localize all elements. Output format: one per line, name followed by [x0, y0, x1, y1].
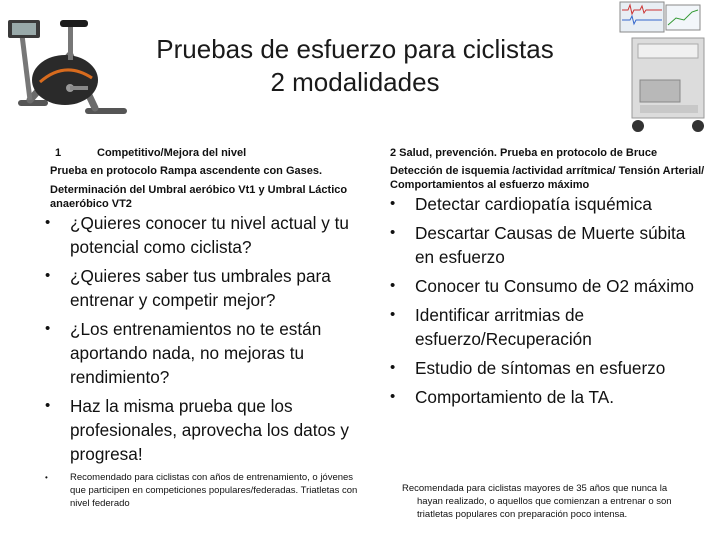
list-item: • Estudio de síntomas en esfuerzo: [390, 358, 666, 378]
slide-title: [120, 33, 590, 99]
title-line-2: 2 modalidades: [270, 67, 440, 97]
right-bullet-list: [390, 192, 705, 409]
right-recommendation-note: [402, 482, 702, 521]
right-heading: 2 Salud, prevención. Prueba en protocolo de Bruce: [390, 147, 658, 159]
list-item: • Comportamiento de la TA.: [390, 387, 615, 407]
list-item: • ¿Quieres saber tus umbrales para entrenar y competir mejor?: [45, 266, 331, 310]
note-line-2: hayan realizado, o aquellos que comienzan a entrenar o son: [417, 496, 672, 507]
exercise-bike-image: [0, 0, 135, 125]
left-heading-text: Competitivo/Mejora del nivel: [97, 147, 247, 159]
list-item: • Haz la misma prueba que los profesionales, aprovecha los datos y progresa!: [45, 396, 349, 464]
right-detection-line: Detección de isquemia /actividad arrítmica/ Tensión Arterial/ Comportamientos al esfuerzo máximo: [390, 165, 705, 191]
note-line-3: triatletas populares con preparación poco intensa.: [417, 509, 628, 520]
list-item: • Detectar cardiopatía isquémica: [390, 194, 652, 214]
left-bullet-list: [45, 211, 365, 466]
ecg-cart-image: [610, 0, 710, 138]
list-item: • ¿Los entrenamientos no te están aportando nada, no mejoras tu rendimiento?: [45, 319, 322, 387]
list-item: • ¿Quieres conocer tu nivel actual y tu potencial como ciclista?: [45, 213, 349, 257]
note-line-1: Recomendada para ciclistas mayores de 35 años que nunca la: [402, 483, 668, 494]
left-protocol-line: Prueba en protocolo Rampa ascendente con Gases.: [50, 165, 323, 177]
title-line-1: Pruebas de esfuerzo para ciclistas: [156, 34, 554, 64]
left-thresholds-line: Determinación del Umbral aeróbico Vt1 y Umbral Láctico anaeróbico VT2: [50, 184, 348, 210]
left-column: [45, 146, 365, 510]
left-heading-number: 1: [55, 147, 62, 159]
list-item: • Descartar Causas de Muerte súbita en esfuerzo: [390, 223, 686, 267]
list-item: • Conocer tu Consumo de O2 máximo: [390, 276, 694, 296]
left-heading: [50, 146, 365, 160]
list-item: • Identificar arritmias de esfuerzo/Recuperación: [390, 305, 592, 349]
right-column: [390, 146, 705, 414]
left-recommendation-note: • Recomendado para ciclistas con años de entrenamiento, o jóvenes que participen en competiciones populares/federadas. Triatletas con nivel federado: [45, 472, 358, 509]
